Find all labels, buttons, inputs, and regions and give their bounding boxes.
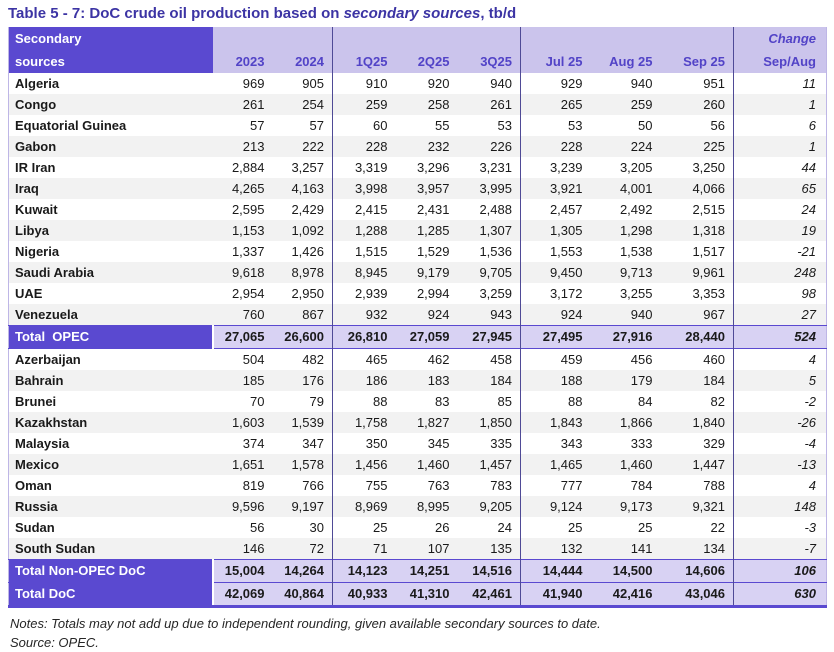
value-cell: 213: [242, 139, 265, 154]
row-label: Kazakhstan: [15, 415, 88, 430]
value-cell: 9,173: [619, 499, 653, 514]
total-row: [9, 326, 827, 349]
value-cell: 951: [661, 73, 734, 94]
value-cell: 185: [242, 373, 265, 388]
row-label: Gabon: [15, 139, 57, 154]
table-row: [9, 241, 827, 262]
row-label: Malaysia: [15, 436, 70, 451]
value-cell: 1,538: [619, 244, 653, 259]
row-label: Sudan: [15, 520, 55, 535]
table-row: [9, 115, 827, 136]
value-cell: 14,264: [273, 560, 333, 583]
value-cell: 50: [638, 118, 653, 133]
value-cell: 27,059: [396, 326, 458, 349]
value-cell: 57: [250, 118, 265, 133]
value-cell: 329: [661, 433, 734, 454]
value-cell: 261: [458, 94, 521, 115]
value-cell: 79: [273, 391, 333, 412]
value-cell: 819: [242, 478, 265, 493]
column-header-change: Change Sep/Aug: [734, 27, 827, 73]
value-cell: 2,492: [619, 202, 653, 217]
row-label: Brunei: [15, 394, 57, 409]
value-cell: 42,069: [213, 583, 273, 607]
value-cell: 2,595: [231, 202, 265, 217]
value-cell: 132: [560, 541, 583, 556]
value-cell: 1,447: [661, 454, 734, 475]
value-cell: 1,153: [231, 223, 265, 238]
value-cell: 2,939: [354, 286, 388, 301]
value-cell: 924: [560, 307, 583, 322]
value-cell: 2,884: [231, 160, 265, 175]
value-cell: 929: [560, 76, 583, 91]
value-cell: 3,957: [416, 181, 450, 196]
change-cell: 248: [794, 265, 816, 280]
value-cell: 482: [273, 349, 333, 371]
value-cell: 25: [568, 520, 583, 535]
value-cell: 333: [630, 436, 653, 451]
change-cell: 524: [734, 326, 827, 349]
value-cell: 504: [242, 352, 265, 367]
table-row: [9, 475, 827, 496]
value-cell: 943: [458, 304, 521, 326]
value-cell: 1,553: [549, 244, 583, 259]
value-cell: 1,288: [354, 223, 388, 238]
value-cell: 1,307: [458, 220, 521, 241]
value-cell: 4,066: [661, 178, 734, 199]
row-header-line1: Secondary: [15, 31, 82, 46]
change-cell: 5: [808, 373, 816, 388]
value-cell: 261: [242, 97, 265, 112]
row-header-line2: sources: [15, 54, 65, 69]
value-cell: 60: [373, 118, 388, 133]
value-cell: 766: [273, 475, 333, 496]
value-cell: 9,618: [231, 265, 265, 280]
value-cell: 222: [273, 136, 333, 157]
value-cell: 1,517: [661, 241, 734, 262]
change-cell: 1: [808, 97, 816, 112]
row-label: Algeria: [15, 76, 60, 91]
column-header-3q25: 3Q25: [458, 27, 521, 73]
value-cell: 53: [458, 115, 521, 136]
row-label: Azerbaijan: [15, 352, 81, 367]
table-row: [9, 517, 827, 538]
value-cell: 258: [427, 97, 450, 112]
total-row: [9, 560, 827, 583]
value-cell: 259: [365, 97, 388, 112]
value-cell: 2,431: [416, 202, 450, 217]
value-cell: 1,456: [354, 457, 388, 472]
value-cell: 183: [427, 373, 450, 388]
value-cell: 967: [661, 304, 734, 326]
row-label: Kuwait: [15, 202, 58, 217]
value-cell: 24: [458, 517, 521, 538]
change-cell: 4: [808, 478, 816, 493]
value-cell: 226: [458, 136, 521, 157]
value-cell: 9,705: [458, 262, 521, 283]
value-cell: 777: [560, 478, 583, 493]
value-cell: 179: [630, 373, 653, 388]
value-cell: 27,495: [521, 326, 591, 349]
value-cell: 4,001: [619, 181, 653, 196]
table-row: [9, 178, 827, 199]
row-label: Russia: [15, 499, 58, 514]
value-cell: 14,251: [396, 560, 458, 583]
value-cell: 26,600: [273, 326, 333, 349]
value-cell: 1,843: [549, 415, 583, 430]
value-cell: 3,319: [354, 160, 388, 175]
value-cell: 14,444: [521, 560, 591, 583]
value-cell: 146: [242, 541, 265, 556]
value-cell: 1,840: [661, 412, 734, 433]
value-cell: 347: [273, 433, 333, 454]
change-cell: 98: [801, 286, 816, 301]
table-row: [9, 370, 827, 391]
value-cell: 335: [458, 433, 521, 454]
change-cell: -3: [804, 520, 816, 535]
row-label: Nigeria: [15, 244, 60, 259]
value-cell: 225: [661, 136, 734, 157]
table-row: [9, 199, 827, 220]
value-cell: 783: [458, 475, 521, 496]
value-cell: 3,995: [458, 178, 521, 199]
value-cell: 228: [560, 139, 583, 154]
value-cell: 3,921: [549, 181, 583, 196]
table-notes: Notes: Totals may not add up due to independent rounding, given available secondary sources to date.: [10, 616, 601, 631]
value-cell: 55: [435, 118, 450, 133]
value-cell: 9,197: [273, 496, 333, 517]
value-cell: 4,163: [273, 178, 333, 199]
value-cell: 186: [365, 373, 388, 388]
value-cell: 254: [273, 94, 333, 115]
value-cell: 1,465: [549, 457, 583, 472]
value-cell: 924: [427, 307, 450, 322]
value-cell: 9,179: [416, 265, 450, 280]
value-cell: 84: [638, 394, 653, 409]
value-cell: 88: [373, 394, 388, 409]
value-cell: 1,827: [416, 415, 450, 430]
table-body: [9, 73, 827, 607]
value-cell: 2,954: [231, 286, 265, 301]
value-cell: 2,429: [273, 199, 333, 220]
change-cell: 11: [802, 76, 816, 91]
row-label: Mexico: [15, 457, 60, 472]
value-cell: 30: [273, 517, 333, 538]
value-cell: 456: [630, 352, 653, 367]
row-label: Bahrain: [15, 373, 64, 388]
value-cell: 3,257: [273, 157, 333, 178]
value-cell: 2,415: [354, 202, 388, 217]
change-cell: 148: [794, 499, 816, 514]
value-cell: 107: [427, 541, 450, 556]
value-cell: 176: [273, 370, 333, 391]
value-cell: 1,318: [661, 220, 734, 241]
value-cell: 27,916: [591, 326, 661, 349]
value-cell: 43,046: [661, 583, 734, 607]
value-cell: 27,065: [213, 326, 273, 349]
table-row: [9, 433, 827, 454]
value-cell: 83: [435, 394, 450, 409]
value-cell: 460: [661, 349, 734, 371]
row-header-secondary-sources: [9, 27, 213, 73]
change-cell: -13: [797, 457, 816, 472]
table-row: [9, 220, 827, 241]
table-row: [9, 412, 827, 433]
value-cell: 8,995: [416, 499, 450, 514]
value-cell: 40,864: [273, 583, 333, 607]
row-label: IR Iran: [15, 160, 56, 175]
value-cell: 3,172: [549, 286, 583, 301]
value-cell: 2,994: [416, 286, 450, 301]
value-cell: 27,945: [458, 326, 521, 349]
table-row: [9, 73, 827, 94]
value-cell: 905: [273, 73, 333, 94]
value-cell: 9,450: [549, 265, 583, 280]
table-title: [8, 3, 826, 27]
value-cell: 57: [273, 115, 333, 136]
value-cell: 465: [365, 352, 388, 367]
value-cell: 374: [242, 436, 265, 451]
change-cell: 44: [801, 160, 816, 175]
value-cell: 72: [273, 538, 333, 560]
value-cell: 184: [458, 370, 521, 391]
value-cell: 9,321: [661, 496, 734, 517]
change-cell: 630: [734, 583, 827, 607]
table-footer: [8, 608, 826, 652]
change-cell: 1: [808, 139, 816, 154]
value-cell: 2,457: [549, 202, 583, 217]
value-cell: 3,250: [661, 157, 734, 178]
value-cell: 134: [661, 538, 734, 560]
value-cell: 14,516: [458, 560, 521, 583]
change-cell: -2: [804, 394, 816, 409]
value-cell: 3,231: [458, 157, 521, 178]
value-cell: 932: [365, 307, 388, 322]
value-cell: 350: [365, 436, 388, 451]
value-cell: 969: [242, 76, 265, 91]
value-cell: 1,426: [273, 241, 333, 262]
column-header-jul25: Jul 25: [521, 27, 591, 73]
value-cell: 1,866: [619, 415, 653, 430]
change-cell: 24: [801, 202, 816, 217]
value-cell: 14,500: [591, 560, 661, 583]
table-row: [9, 157, 827, 178]
total-label: Total DoC: [9, 583, 213, 607]
value-cell: 2,488: [458, 199, 521, 220]
value-cell: 14,606: [661, 560, 734, 583]
value-cell: 22: [661, 517, 734, 538]
value-cell: 224: [630, 139, 653, 154]
value-cell: 920: [427, 76, 450, 91]
value-cell: 763: [427, 478, 450, 493]
value-cell: 343: [560, 436, 583, 451]
value-cell: 760: [242, 307, 265, 322]
change-cell: -26: [797, 415, 816, 430]
total-row: [9, 583, 827, 607]
value-cell: 1,651: [231, 457, 265, 472]
row-label: Congo: [15, 97, 57, 112]
value-cell: 53: [568, 118, 583, 133]
value-cell: 25: [638, 520, 653, 535]
table-header-row: [9, 27, 827, 73]
value-cell: 8,945: [354, 265, 388, 280]
table-row: [9, 496, 827, 517]
value-cell: 3,239: [549, 160, 583, 175]
value-cell: 1,850: [458, 412, 521, 433]
value-cell: 1,457: [458, 454, 521, 475]
change-cell: -7: [804, 541, 816, 556]
value-cell: 1,536: [458, 241, 521, 262]
value-cell: 1,603: [231, 415, 265, 430]
value-cell: 940: [630, 76, 653, 91]
column-header-aug25: Aug 25: [591, 27, 661, 73]
value-cell: 135: [458, 538, 521, 560]
value-cell: 3,259: [458, 283, 521, 304]
value-cell: 41,940: [521, 583, 591, 607]
value-cell: 2,950: [273, 283, 333, 304]
value-cell: 1,758: [354, 415, 388, 430]
total-label: Total Non-OPEC DoC: [9, 560, 213, 583]
change-cell: 4: [808, 352, 816, 367]
change-cell: 6: [808, 118, 816, 133]
table-row: [9, 454, 827, 475]
value-cell: 70: [250, 394, 265, 409]
value-cell: 42,416: [591, 583, 661, 607]
row-label: South Sudan: [15, 541, 96, 556]
value-cell: 788: [661, 475, 734, 496]
table-row: [9, 283, 827, 304]
value-cell: 4,265: [231, 181, 265, 196]
change-cell: 106: [734, 560, 827, 583]
value-cell: 462: [427, 352, 450, 367]
column-header-2024: 2024: [273, 27, 333, 73]
value-cell: 3,205: [619, 160, 653, 175]
change-cell: 19: [801, 223, 816, 238]
value-cell: 8,978: [273, 262, 333, 283]
value-cell: 141: [630, 541, 653, 556]
value-cell: 28,440: [661, 326, 734, 349]
table-row: [9, 349, 827, 371]
row-label: Venezuela: [15, 307, 78, 322]
value-cell: 259: [630, 97, 653, 112]
value-cell: 1,578: [273, 454, 333, 475]
value-cell: 15,004: [213, 560, 273, 583]
table-row: [9, 136, 827, 157]
value-cell: 784: [630, 478, 653, 493]
change-cell: 27: [801, 307, 816, 322]
value-cell: 41,310: [396, 583, 458, 607]
table-source: Source: OPEC.: [10, 635, 99, 650]
change-cell: -4: [804, 436, 816, 451]
value-cell: 1,337: [231, 244, 265, 259]
value-cell: 9,961: [661, 262, 734, 283]
table-row: [9, 304, 827, 326]
table-row: [9, 262, 827, 283]
value-cell: 9,205: [458, 496, 521, 517]
column-header-2023: 2023: [213, 27, 273, 73]
value-cell: 1,285: [416, 223, 450, 238]
change-cell: -21: [797, 244, 816, 259]
value-cell: 755: [365, 478, 388, 493]
value-cell: 910: [365, 76, 388, 91]
value-cell: 1,305: [549, 223, 583, 238]
value-cell: 228: [365, 139, 388, 154]
value-cell: 14,123: [333, 560, 396, 583]
value-cell: 2,515: [661, 199, 734, 220]
value-cell: 184: [661, 370, 734, 391]
value-cell: 85: [458, 391, 521, 412]
row-label: Libya: [15, 223, 49, 238]
value-cell: 940: [458, 73, 521, 94]
value-cell: 345: [427, 436, 450, 451]
table-title-emphasis: secondary sources: [343, 5, 481, 22]
value-cell: 42,461: [458, 583, 521, 607]
value-cell: 3,255: [619, 286, 653, 301]
value-cell: 40,933: [333, 583, 396, 607]
value-cell: 260: [661, 94, 734, 115]
crude-oil-production-table: [8, 27, 827, 608]
value-cell: 188: [560, 373, 583, 388]
value-cell: 82: [661, 391, 734, 412]
row-label: Saudi Arabia: [15, 265, 94, 280]
table-row: [9, 94, 827, 115]
value-cell: 9,596: [231, 499, 265, 514]
value-cell: 3,296: [416, 160, 450, 175]
table-row: [9, 391, 827, 412]
value-cell: 867: [273, 304, 333, 326]
value-cell: 232: [427, 139, 450, 154]
value-cell: 1,298: [619, 223, 653, 238]
row-label: Oman: [15, 478, 52, 493]
value-cell: 1,539: [273, 412, 333, 433]
row-label: Equatorial Guinea: [15, 118, 127, 133]
value-cell: 25: [373, 520, 388, 535]
value-cell: 9,713: [619, 265, 653, 280]
value-cell: 3,998: [354, 181, 388, 196]
value-cell: 56: [250, 520, 265, 535]
value-cell: 1,515: [354, 244, 388, 259]
value-cell: 56: [661, 115, 734, 136]
value-cell: 1,529: [416, 244, 450, 259]
value-cell: 8,969: [354, 499, 388, 514]
value-cell: 88: [568, 394, 583, 409]
value-cell: 265: [560, 97, 583, 112]
value-cell: 26: [435, 520, 450, 535]
value-cell: 1,460: [416, 457, 450, 472]
value-cell: 459: [560, 352, 583, 367]
value-cell: 71: [373, 541, 388, 556]
row-label: UAE: [15, 286, 43, 301]
value-cell: 940: [630, 307, 653, 322]
value-cell: 3,353: [661, 283, 734, 304]
value-cell: 9,124: [549, 499, 583, 514]
value-cell: 1,460: [619, 457, 653, 472]
table-title-suffix: , tb/d: [480, 5, 517, 22]
row-label: Iraq: [15, 181, 39, 196]
column-header-1q25: 1Q25: [333, 27, 396, 73]
column-header-sep25: Sep 25: [661, 27, 734, 73]
table-title-prefix: Table 5 - 7: DoC crude oil production based on: [8, 5, 344, 22]
value-cell: 26,810: [333, 326, 396, 349]
value-cell: 458: [458, 349, 521, 371]
value-cell: 1,092: [273, 220, 333, 241]
table-row: [9, 538, 827, 560]
total-label: Total OPEC: [9, 326, 213, 349]
column-header-2q25: 2Q25: [396, 27, 458, 73]
change-cell: 65: [801, 181, 816, 196]
